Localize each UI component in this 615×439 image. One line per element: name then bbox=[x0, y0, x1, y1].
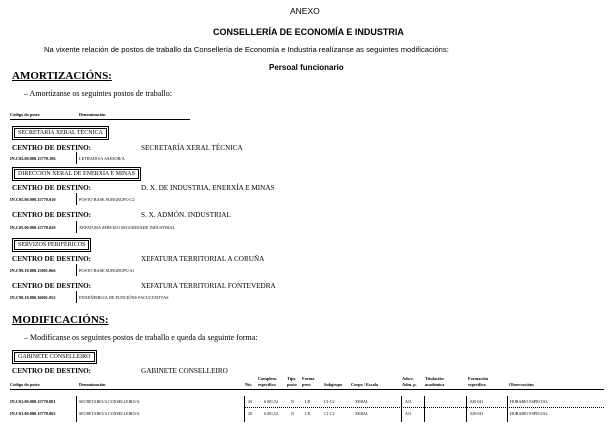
group-box: DIRECCIÓN XERAL DE ENERXÍA E MINAS bbox=[12, 167, 141, 181]
row-rule bbox=[244, 407, 604, 408]
col-denom-header: Denominación bbox=[79, 112, 106, 117]
group-box: GABINETE CONSELLEIRO bbox=[12, 350, 97, 364]
row-formacion: 020-041 bbox=[470, 411, 484, 416]
col-code-header: Código do posto bbox=[10, 112, 40, 117]
row-forma: LD bbox=[305, 411, 311, 416]
centro-name: D. X. DE INDUSTRIA, ENERXÍA E MINAS bbox=[141, 184, 275, 192]
centro-label: CENTRO DE DESTINO: bbox=[12, 255, 92, 263]
col-divider bbox=[507, 396, 508, 422]
row-subgrupo: C1-C2 bbox=[324, 411, 335, 416]
row-divider bbox=[76, 152, 77, 164]
th-forma: Forma prov. bbox=[302, 376, 315, 387]
row-adscr: A11 bbox=[405, 399, 412, 404]
centro-label: CENTRO DE DESTINO: bbox=[12, 184, 92, 192]
row-subgrupo: C1-C2 bbox=[324, 399, 335, 404]
th-corpo: Corpo / Escala bbox=[351, 382, 378, 387]
col-divider bbox=[424, 396, 425, 422]
th-adscr: Adscr. Adm. p. bbox=[402, 376, 417, 387]
centro-name: XEFATURA TERRITORIAL FONTEVEDRA bbox=[141, 282, 276, 290]
row-complem: 6.001,52 bbox=[264, 411, 278, 416]
row-denom: SECRETARIO/A CONSELLEIRO/A bbox=[79, 411, 140, 416]
posto-code: IN.C05.00.000.15770.010 bbox=[10, 197, 56, 202]
row-divider bbox=[76, 291, 77, 303]
posto-denom: XEFATURA SERVIZO SEGURIDADE INDUSTRIAL bbox=[79, 225, 176, 230]
posto-denom: LETRADO/A ASESOR/A bbox=[79, 156, 125, 161]
centro-label: CENTRO DE DESTINO: bbox=[12, 211, 92, 219]
row-complem: 6.001,52 bbox=[264, 399, 278, 404]
th-code: Código do posto bbox=[10, 382, 40, 387]
modificacions-bullet: – Modifícanse os seguintes postos de traballo e queda da seguinte forma: bbox=[24, 333, 258, 342]
th-niv: Nív. bbox=[245, 382, 253, 387]
th-denom: Denominación bbox=[79, 382, 106, 387]
th-tipo: Tipo posto bbox=[287, 376, 297, 387]
row-corpo: XERAL bbox=[355, 411, 369, 416]
row-corpo: XERAL bbox=[355, 399, 369, 404]
intro-text: Na vixente relación de postos de traballo da Consellería de Economía e Industria realízanse as seguintes modificacións: bbox=[44, 45, 449, 54]
document-title: CONSELLERÍA DE ECONOMÍA E INDUSTRIA bbox=[213, 27, 404, 37]
th-obs: Observacións bbox=[509, 382, 534, 387]
row-obs: HORARIO ESPECIAL bbox=[510, 411, 548, 416]
centro-label: CENTRO DE DESTINO: bbox=[12, 367, 92, 375]
col-divider bbox=[76, 396, 77, 422]
group-box: SERVIZOS PERIFÉRICOS bbox=[12, 238, 91, 252]
col-divider bbox=[244, 396, 245, 422]
row-adscr: A11 bbox=[405, 411, 412, 416]
row-code: IN.C01.00.000.15770.001 bbox=[10, 399, 56, 404]
centro-label: CENTRO DE DESTINO: bbox=[12, 282, 92, 290]
posto-denom: ENXEÑEIRO/A DE FUNCIÓNS FACULTATIVAS bbox=[79, 295, 169, 300]
row-denom: SECRETARIO/A CONSELLEIRO/A bbox=[79, 399, 140, 404]
row-tipo: N bbox=[291, 411, 294, 416]
header-rule bbox=[10, 119, 190, 120]
row-formacion: 020-041 bbox=[470, 399, 484, 404]
col-divider bbox=[466, 396, 467, 422]
posto-code: IN.C99.10.000.15001.066 bbox=[10, 268, 56, 273]
row-niv: 20 bbox=[248, 411, 252, 416]
centro-name: SECRETARÍA XERAL TÉCNICA bbox=[141, 144, 243, 152]
table-header-rule bbox=[10, 389, 604, 390]
row-obs: HORARIO ESPECIAL bbox=[510, 399, 548, 404]
row-code: IN.C01.00.000.15770.002 bbox=[10, 411, 56, 416]
row-forma: LD bbox=[305, 399, 311, 404]
col-divider bbox=[401, 396, 402, 422]
posto-code: IN.C05.00.000.15770.020 bbox=[10, 225, 56, 230]
subtitle: Persoal funcionario bbox=[269, 63, 344, 72]
row-divider bbox=[76, 193, 77, 205]
centro-name: GABINETE CONSELLEIRO bbox=[141, 367, 228, 375]
row-tipo: N bbox=[291, 399, 294, 404]
centro-name: XEFATURA TERRITORIAL A CORUÑA bbox=[141, 255, 265, 263]
row-divider bbox=[76, 264, 77, 276]
th-subgrupo: Subgrupo bbox=[324, 382, 343, 387]
posto-denom: POSTO BASE SUBGRUPO A1 bbox=[79, 268, 135, 273]
posto-code: IN.C99.10.000.36001.052 bbox=[10, 295, 56, 300]
th-complem: Complem. específico bbox=[258, 376, 277, 387]
posto-denom: POSTO BASE SUBGRUPO C2 bbox=[79, 197, 135, 202]
amortizacions-bullet: – Amortízanse os seguintes postos de traballo: bbox=[24, 89, 172, 98]
th-titulacion: Titulación académica bbox=[425, 376, 445, 387]
th-formacion: Formación específica bbox=[468, 376, 489, 387]
row-divider bbox=[76, 221, 77, 233]
centro-label: CENTRO DE DESTINO: bbox=[12, 144, 92, 152]
centro-name: S. X. ADMÓN. INDUSTRIAL bbox=[141, 211, 231, 219]
group-box: SECRETARÍA XERAL TÉCNICA bbox=[12, 126, 109, 140]
row-niv: 20 bbox=[248, 399, 252, 404]
posto-code: IN.C02.00.000.15770.106 bbox=[10, 156, 56, 161]
anexo-label: ANEXO bbox=[290, 6, 320, 16]
modificacions-heading: MODIFICACIÓNS: bbox=[12, 314, 109, 326]
amortizacions-heading: AMORTIZACIÓNS: bbox=[12, 70, 112, 82]
